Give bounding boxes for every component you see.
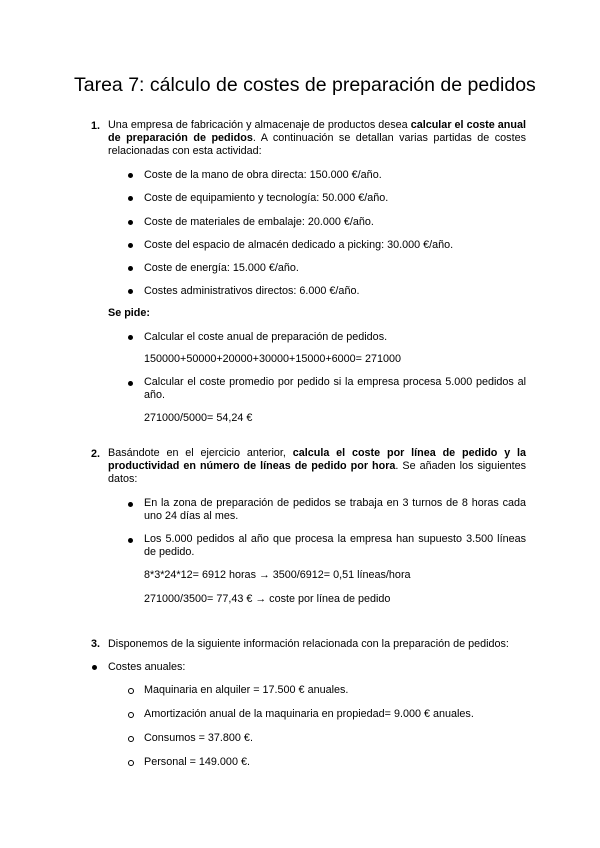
question-2: Calcular el coste promedio por pedido si la empresa procesa 5.000 pedidos al año. [144, 376, 526, 401]
bullet-icon [128, 538, 133, 543]
section-2-intro-text-a: Basándote en el ejercicio anterior, [108, 447, 293, 459]
bullet-icon [128, 502, 133, 507]
hollow-bullet-icon [128, 736, 134, 742]
page-title: Tarea 7: cálculo de costes de preparación de pedidos [74, 74, 536, 96]
bullet-icon [128, 289, 133, 294]
section-1-intro-bold: calcular el coste anual de preparación de pedidos [108, 119, 526, 144]
cost-sub-item: Amortización anual de la maquinaria en propiedad= 9.000 € anuales. [144, 708, 474, 720]
section-2-intro-text-b: . Se añaden los siguientes datos: [108, 460, 527, 485]
hollow-bullet-icon [128, 712, 134, 718]
cost-item: Coste del espacio de almacén dedicado a picking: 30.000 €/año. [144, 239, 454, 251]
section-1-number: 1. [91, 120, 101, 132]
bullet-icon [128, 381, 133, 386]
data-item-1: En la zona de preparación de pedidos se trabaja en 3 turnos de 8 horas cada uno 24 días al mes. [144, 497, 526, 522]
cost-item: Coste de equipamiento y tecnología: 50.000 €/año. [144, 192, 389, 204]
bullet-icon [128, 243, 133, 248]
calculation-1: 8*3*24*12= 6912 horas → 3500/6912= 0,51 líneas/hora [144, 569, 411, 581]
section-3-intro: Disponemos de la siguiente información relacionada con la preparación de pedidos: [108, 638, 509, 650]
section-2-intro-bold: calcula el coste por línea de pedido y la productividad en número de líneas de pedido por hora [108, 447, 527, 472]
cost-sub-item: Maquinaria en alquiler = 17.500 € anuales. [144, 684, 349, 696]
question-1: Calcular el coste anual de preparación de pedidos. [144, 331, 388, 343]
section-1-intro [108, 119, 526, 158]
cost-item: Coste de energía: 15.000 €/año. [144, 262, 299, 274]
se-pide-heading: Se pide: [108, 307, 150, 319]
costes-anuales-label: Costes anuales: [108, 661, 186, 673]
bullet-icon [128, 196, 133, 201]
answer-1: 150000+50000+20000+30000+15000+6000= 271000 [144, 353, 402, 365]
cost-item: Coste de materiales de embalaje: 20.000 €/año. [144, 216, 374, 228]
section-2-number: 2. [91, 448, 101, 460]
section-1-intro-text-b: . A continuación se detallan varias partidas de costes relacionadas con esta actividad: [108, 132, 526, 157]
cost-item: Costes administrativos directos: 6.000 €/año. [144, 285, 360, 297]
calculation-2: 271000/3500= 77,43 € → coste por línea de pedido [144, 593, 391, 605]
section-1-intro-text-a: Una empresa de fabricación y almacenaje de productos desea [108, 119, 411, 131]
hollow-bullet-icon [128, 760, 134, 766]
section-3-number: 3. [91, 638, 101, 650]
data-item-2: Los 5.000 pedidos al año que procesa la empresa han supuesto 3.500 líneas de pedido. [144, 533, 526, 558]
hollow-bullet-icon [128, 688, 134, 694]
bullet-icon [128, 266, 133, 271]
answer-2: 271000/5000= 54,24 € [144, 412, 253, 424]
bullet-icon [128, 220, 133, 225]
cost-item: Coste de la mano de obra directa: 150.000 €/año. [144, 169, 382, 181]
bullet-icon [92, 665, 97, 670]
bullet-icon [128, 173, 133, 178]
cost-sub-item: Personal = 149.000 €. [144, 756, 250, 768]
section-2-intro [108, 447, 526, 486]
bullet-icon [128, 335, 133, 340]
cost-sub-item: Consumos = 37.800 €. [144, 732, 253, 744]
